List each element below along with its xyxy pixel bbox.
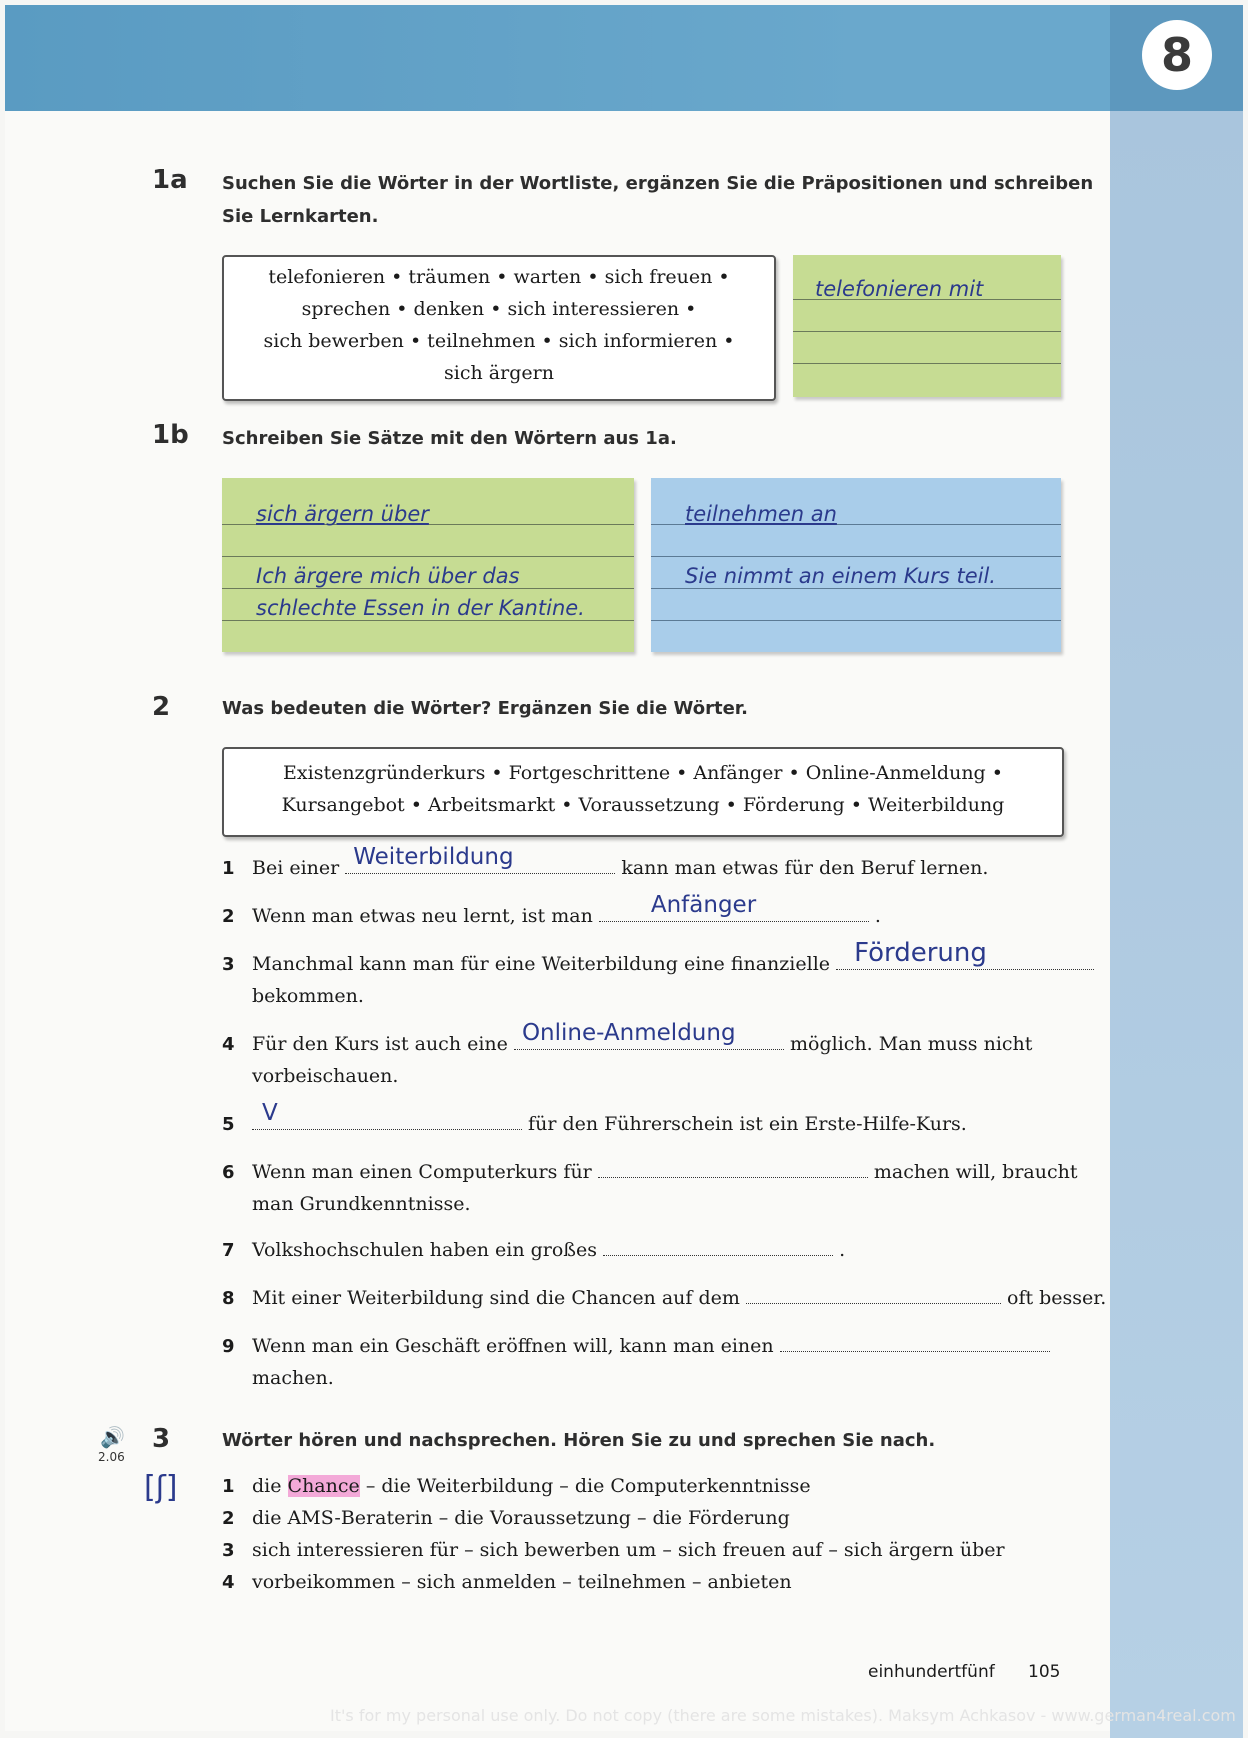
list-item — [252, 1470, 811, 1502]
sentence-text: für den Führerschein ist ein Erste-Hilfe-Kurs. — [528, 1113, 967, 1135]
word-line: sich ärgern — [444, 362, 554, 384]
item-number: 3 — [222, 954, 235, 975]
answer-blank[interactable] — [780, 1333, 1050, 1352]
item-number: 9 — [222, 1336, 235, 1357]
item-sentence — [252, 1330, 1050, 1362]
handwritten-answer: Online-Anmeldung — [521, 1020, 736, 1046]
handwritten-answer: telefonieren mit — [815, 277, 984, 301]
item-sentence — [252, 1156, 1078, 1188]
instruction-1a-line1: Suchen Sie die Wörter in der Wortliste, ergänzen Sie die Präpositionen und schreiben — [222, 173, 1094, 194]
item-sentence — [252, 844, 989, 884]
card-line — [222, 556, 634, 557]
highlighted-word: Chance — [287, 1475, 360, 1497]
sentence-text: oft besser. — [1007, 1287, 1107, 1309]
list-number: 2 — [222, 1508, 235, 1529]
instruction-3: Wörter hören und nachsprechen. Hören Sie zu und sprechen Sie nach. — [222, 1430, 936, 1451]
card-line — [651, 556, 1061, 557]
speaker-icon[interactable]: 🔊 — [100, 1425, 125, 1449]
word-line: sich bewerben • teilnehmen • sich informieren • — [263, 330, 735, 352]
sentence-text: Wenn man etwas neu lernt, ist man — [252, 905, 593, 927]
answer-blank[interactable] — [599, 892, 869, 922]
chapter-number: 8 — [1142, 20, 1212, 90]
page-number: 105 — [1028, 1662, 1061, 1682]
handwritten-answer: sich ärgern über — [256, 502, 429, 526]
side-band — [1110, 111, 1243, 1738]
word-box-1a — [222, 255, 776, 401]
word-line: telefonieren • träumen • warten • sich freuen • — [268, 266, 730, 288]
word-box-2 — [222, 747, 1064, 837]
item-number: 8 — [222, 1288, 235, 1309]
instruction-1b: Schreiben Sie Sätze mit den Wörtern aus 1a. — [222, 428, 677, 449]
card-line — [651, 620, 1061, 621]
item-sentence — [252, 1234, 845, 1266]
sentence-continuation: machen. — [252, 1367, 334, 1389]
sentence-text: Manchmal kann man für eine Weiterbildung eine finanzielle — [252, 953, 831, 975]
sentence-text: kann man etwas für den Beruf lernen. — [621, 857, 989, 879]
sentence-text: . — [839, 1239, 846, 1261]
answer-blank[interactable] — [345, 844, 615, 874]
item-number: 6 — [222, 1162, 235, 1183]
exercise-number-1a: 1a — [152, 165, 188, 195]
sentence-text: Wenn man einen Computerkurs für — [252, 1161, 592, 1183]
answer-blank[interactable] — [252, 1100, 522, 1130]
answer-blank[interactable] — [836, 938, 1094, 970]
handwritten-answer: Weiterbildung — [353, 844, 514, 870]
list-item: sich interessieren für – sich bewerben um – sich freuen auf – sich ärgern über — [252, 1539, 1005, 1561]
item-sentence — [252, 1100, 967, 1140]
item-number: 2 — [222, 906, 235, 927]
card-line — [793, 331, 1061, 332]
item-sentence — [252, 938, 1094, 980]
sentence-continuation: vorbeischauen. — [252, 1065, 399, 1087]
page-number-word: einhundertfünf — [868, 1662, 995, 1682]
handwritten-answer: Sie nimmt an einem Kurs teil. — [685, 564, 996, 588]
handwritten-answer: Förderung — [854, 938, 987, 968]
answer-blank[interactable] — [746, 1285, 1001, 1304]
top-band — [5, 5, 1243, 111]
list-text: die — [252, 1475, 282, 1497]
instruction-2: Was bedeuten die Wörter? Ergänzen Sie die Wörter. — [222, 698, 748, 719]
list-number: 3 — [222, 1540, 235, 1561]
list-item: vorbeikommen – sich anmelden – teilnehmen – anbieten — [252, 1571, 792, 1593]
sentence-text: . — [874, 905, 881, 927]
item-number: 4 — [222, 1034, 235, 1055]
handwritten-answer: schlechte Essen in der Kantine. — [256, 596, 585, 620]
list-number: 1 — [222, 1476, 235, 1497]
item-sentence — [252, 892, 881, 932]
exercise-number-3: 3 — [152, 1424, 171, 1454]
answer-blank[interactable] — [603, 1237, 833, 1256]
answer-blank[interactable] — [514, 1020, 784, 1050]
track-number: 2.06 — [98, 1450, 125, 1464]
flashcard-1a — [793, 255, 1061, 397]
flashcard-1b-blue — [651, 478, 1061, 652]
watermark: It's for my personal use only. Do not copy (there are some mistakes). Maksym Achkasov - www.german4real.com — [330, 1706, 1236, 1725]
flashcard-1b-green — [222, 478, 634, 652]
list-text: – die Weiterbildung – die Computerkenntnisse — [365, 1475, 811, 1497]
exercise-number-2: 2 — [152, 692, 171, 722]
handwritten-answer: teilnehmen an — [685, 502, 837, 526]
handwritten-phonetic-note: [ʃ] — [144, 1470, 178, 1505]
word-line: Kursangebot • Arbeitsmarkt • Voraussetzung • Förderung • Weiterbildung — [281, 794, 1005, 816]
sentence-text: Volkshochschulen haben ein großes — [252, 1239, 597, 1261]
word-line: sprechen • denken • sich interessieren • — [301, 298, 697, 320]
item-number: 7 — [222, 1240, 235, 1261]
list-number: 4 — [222, 1572, 235, 1593]
sentence-continuation: man Grundkenntnisse. — [252, 1193, 471, 1215]
word-line: Existenzgründerkurs • Fortgeschrittene • Anfänger • Online-Anmeldung • — [283, 762, 1003, 784]
card-line — [651, 588, 1061, 589]
sentence-text: Bei einer — [252, 857, 340, 879]
sentence-text: Für den Kurs ist auch eine — [252, 1033, 508, 1055]
item-number: 5 — [222, 1114, 235, 1135]
sentence-text: möglich. Man muss nicht — [790, 1033, 1033, 1055]
card-line — [222, 588, 634, 589]
handwritten-answer: Ich ärgere mich über das — [256, 564, 520, 588]
list-item: die AMS-Beraterin – die Voraussetzung – die Förderung — [252, 1507, 790, 1529]
sentence-text: Wenn man ein Geschäft eröffnen will, kann man einen — [252, 1335, 774, 1357]
answer-blank[interactable] — [598, 1159, 868, 1178]
instruction-1a-line2: Sie Lernkarten. — [222, 206, 379, 227]
item-sentence — [252, 1020, 1033, 1060]
handwritten-answer: Anfänger — [650, 892, 757, 918]
sentence-continuation: bekommen. — [252, 985, 364, 1007]
card-line — [222, 620, 634, 621]
item-sentence — [252, 1282, 1106, 1314]
sentence-text: machen will, braucht — [873, 1161, 1078, 1183]
exercise-number-1b: 1b — [152, 420, 189, 450]
handwritten-answer: V — [262, 1100, 278, 1126]
item-number: 1 — [222, 858, 235, 879]
sentence-text: Mit einer Weiterbildung sind die Chancen auf dem — [252, 1287, 740, 1309]
card-line — [793, 363, 1061, 364]
